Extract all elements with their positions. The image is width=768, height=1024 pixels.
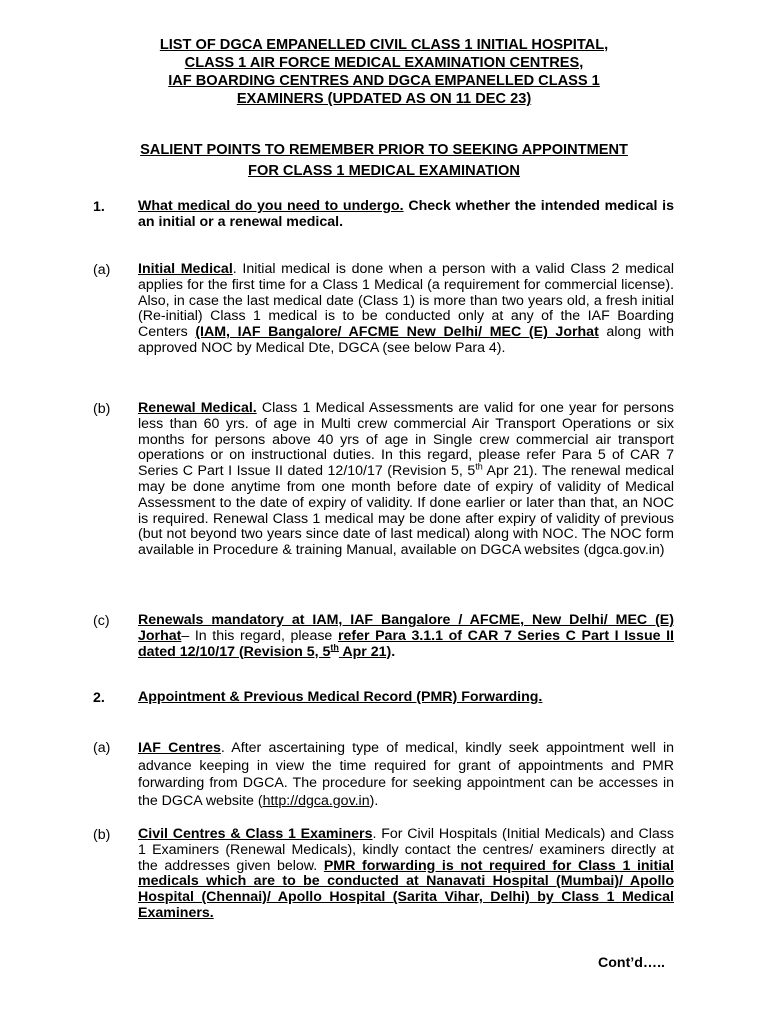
subtitle-line-2: FOR CLASS 1 MEDICAL EXAMINATION [248, 163, 520, 179]
document-subtitle [90, 140, 678, 182]
document-title [90, 36, 678, 108]
item-2b-paragraph [138, 827, 674, 922]
initial-medical-heading: Initial Medical [138, 261, 233, 277]
subtitle-line-1: SALIENT POINTS TO REMEMBER PRIOR TO SEEKING APPOINTMENT [140, 142, 628, 158]
section-1-heading-underlined: What medical do you need to undergo. [138, 198, 404, 214]
item-2b-bold-1: PMR forwarding is not required for Class 1 initial medicals which are to be conducted at Nanavati Hospital (Mumbai)/ Apollo Hospital (Chennai)/ Apollo Hospital (Sarita Vihar, Delhi) [138, 857, 674, 906]
renewal-medical-heading: Renewal Medical. [138, 400, 257, 416]
section-1-number: 1. [93, 199, 105, 215]
dgca-website-link[interactable]: http://dgca.gov.in [262, 792, 370, 809]
civil-centres-heading: Civil Centres & Class 1 Examiners [138, 826, 373, 842]
item-2a-text-2: ). [369, 792, 379, 809]
section-1-heading [138, 199, 674, 231]
item-1a-text-2: along with approved NOC by Medical Dte, DGCA (see below Para 4). [138, 324, 675, 356]
item-2b-label: (b) [93, 827, 111, 843]
item-1a-text-1: . Initial medical is done when a person with a valid Class 2 medical applies for the first time for a Class 1 Medical (a requirement for commercial license). Also, in case the last medical date (Class 1) is more than two years old, a fresh initial (Re-initial) Class 1 medical is to be conducted only at any of the IAF Boarding Centers [138, 261, 674, 341]
item-1c-superscript: th [330, 641, 339, 652]
title-line-3: IAF BOARDING CENTRES AND DGCA EMPANELLED CLASS 1 [168, 73, 600, 89]
item-1c-paragraph [138, 613, 674, 660]
item-1c-bold-3: Apr 21) [338, 643, 392, 660]
item-1a-label: (a) [93, 262, 111, 278]
item-1a-paragraph [138, 262, 674, 357]
section-2-heading-text: Appointment & Previous Medical Record (PMR) Forwarding. [138, 689, 543, 705]
item-1c-text-2: . [391, 643, 396, 660]
item-1b-text-2: Apr 21). The renewal medical may be done anytime from one month before date of expiry of validity of Medical Assessment to the date of expiry of validity. If done earlier or later than that, an NOC is required. Renewal Class 1 medical may be done after expiry of validity of previous (but not beyond two years since date of last medical) along with NOC. The NOC form available in Procedure & training Manual, available on DGCA websites (dgca.gov.in) [138, 463, 674, 559]
section-2-number: 2. [93, 690, 105, 706]
section-2-heading [138, 690, 674, 706]
title-line-4: EXAMINERS (UPDATED AS ON 11 DEC 23) [236, 91, 532, 107]
item-1a-bold-2: MEC (E) Jorhat [489, 324, 599, 341]
item-1a-bold-1: (IAM, IAF Bangalore/ AFCME New Delhi/ [195, 324, 490, 341]
item-1c-text-1: – In this regard, please [181, 627, 338, 644]
item-2a-paragraph [138, 740, 674, 810]
title-line-2: CLASS 1 AIR FORCE MEDICAL EXAMINATION CENTRES, [184, 55, 584, 71]
item-2a-text-1: . After ascertaining type of medical, kindly seek appointment well in advance keeping in view the time required for grant of appointments and PMR forwarding from DGCA. The procedure for seeking appointment can be accesses in the DGCA website ( [138, 740, 675, 809]
item-2b-bold-2: by Class 1 Medical Examiners. [138, 889, 674, 921]
item-1b-text-1: Class 1 Medical Assessments are valid for one year for persons less than 60 yrs. of age in Multi crew commercial Air Transport Operations or six months for persons above 40 yrs of age in Single crew commercial air transport operations or on instructional duties. In this regard, please refer Para 5 of CAR 7 Series C Part I Issue II dated 12/10/17 (Revision 5, 5 [138, 400, 675, 480]
item-1c-bold-1: Renewals mandatory at IAM, IAF Bangalore / AFCME, New Delhi/ MEC (E) Jorhat [138, 612, 674, 644]
section-1-heading-rest: Check whether the intended medical is an initial or a renewal medical. [138, 198, 674, 230]
item-2a-label: (a) [93, 740, 111, 756]
item-1c-bold-2: refer Para 3.1.1 of CAR 7 Series C Part I Issue II dated 12/10/17 (Revision 5, 5 [138, 627, 674, 660]
iaf-centres-heading: IAF Centres [138, 740, 221, 756]
item-1b-label: (b) [93, 401, 111, 417]
item-1b-paragraph [138, 401, 674, 559]
continued-marker: Cont’d….. [598, 955, 665, 971]
item-2b-text-1: . For Civil Hospitals (Initial Medicals) and Class 1 Examiners (Renewal Medicals), kindly contact the centres/ examiners directly at the addresses given below. [138, 826, 674, 874]
title-line-1: LIST OF DGCA EMPANELLED CIVIL CLASS 1 INITIAL HOSPITAL, [159, 37, 609, 53]
item-1b-superscript: th [475, 461, 483, 472]
item-1c-label: (c) [93, 613, 110, 629]
